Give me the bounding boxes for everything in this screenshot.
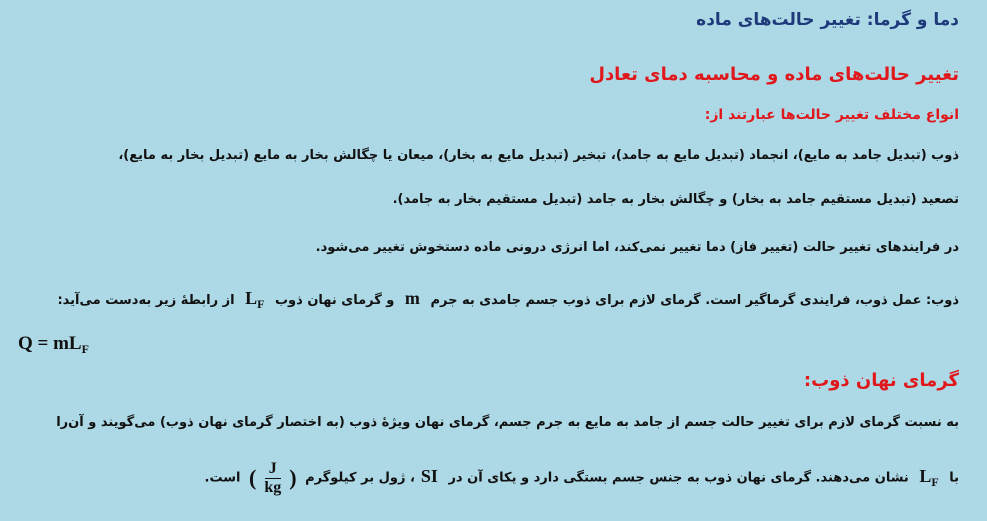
latent-text-part1: با: [949, 470, 959, 486]
page-header: دما و گرما: تغییر حالت‌های ماده: [696, 10, 959, 30]
si-symbol: SI: [420, 465, 438, 486]
mass-symbol: m: [404, 288, 420, 308]
latent-definition-line-2: [205, 460, 960, 496]
latent-text-part4: است.: [204, 470, 241, 486]
section-intro: انواع مختلف تغییر حالت‌ها عبارتند از:: [704, 107, 959, 123]
latent-text-part3: ، ژول بر کیلوگرم: [305, 470, 415, 486]
unit-fraction: ( $\frac{J}{kg}$ ): [248, 460, 297, 496]
fusion-text-part3: از رابطهٔ زیر به‌دست می‌آید:: [57, 293, 235, 308]
fusion-text-part1: ذوب: عمل ذوب، فرایندی گرماگیر است. گرمای لازم برای ذوب جسم جامدی به جرم: [430, 293, 959, 308]
fusion-text-part2: و گرمای نهان ذوب: [274, 293, 395, 308]
latent-symbol: $L_F$: [919, 465, 939, 489]
section-title: تغییر حالت‌های ماده و محاسبه دمای تعادل: [589, 64, 959, 85]
paragraph-line-2: تصعید (تبدیل مستقیم جامد به بخار) و چگالش بخار به جامد (تبدیل مستقیم بخار به جامد).: [392, 192, 959, 207]
latent-heat-title: گرمای نهان ذوب:: [803, 370, 959, 391]
paragraph-fusion-definition: [57, 288, 959, 312]
paragraph-line-3: در فرایندهای تغییر حالت (تغییر فاز) دما تغییر نمی‌کند، اما انرژی درونی ماده دستخوش تغییر می‌شود.: [315, 240, 959, 255]
paragraph-line-1: ذوب (تبدیل جامد به مایع)، انجماد (تبدیل مایع به جامد)، تبخیر (تبدیل مایع به بخار)، میعان یا چگالش بخار به مایع (تبدیل بخار به مایع)،: [118, 148, 959, 163]
unit-numerator: J: [265, 460, 281, 479]
unit-denominator: kg: [264, 478, 282, 496]
latent-text-part2: نشان می‌دهند. گرمای نهان ذوب به جنس جسم بستگی دارد و یکای آن در: [448, 470, 909, 486]
latent-definition-line-1: به نسبت گرمای لازم برای تغییر حالت جسم از جامد به مایع به جرم جسم، گرمای نهان ویژهٔ ذوب (به اختصار گرمای نهان ذوب) می‌گویند و آن‌را: [56, 415, 959, 430]
latent-heat-symbol: $L_F$: [245, 288, 265, 311]
fusion-formula: $Q = mL_F$: [18, 333, 89, 356]
